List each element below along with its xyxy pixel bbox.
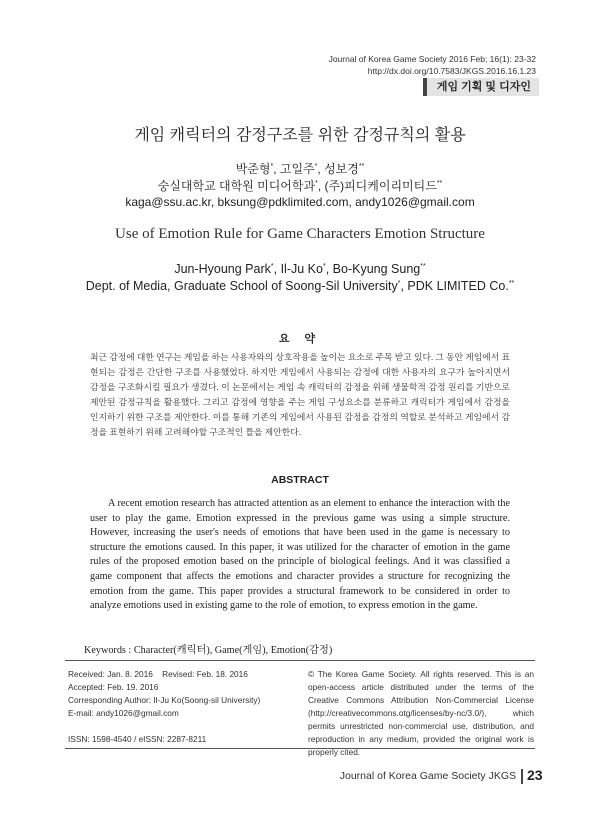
separator: , <box>273 262 281 276</box>
author-name: Bo-Kyung Sung <box>332 262 421 276</box>
author-emails: kaga@ssu.ac.kr, bksung@pdklimited.com, andy1026@gmail.com <box>125 195 475 209</box>
separator: , <box>325 262 333 276</box>
author-name: Il-Ju Ko <box>280 262 323 276</box>
affiliation-name: Dept. of Media, Graduate School of Soong-Sil University <box>85 279 398 293</box>
affiliation-marker: ** <box>436 180 443 187</box>
affiliation-marker: * <box>397 279 401 287</box>
author-name: 박준형 <box>235 162 271 176</box>
section-label: 게임 기획 및 디자인 <box>423 78 539 96</box>
affiliation-name: (주)피디케이리미티드 <box>324 179 437 193</box>
doi-link[interactable]: http://dx.doi.org/10.7583/JKGS.2016.16.1.23 <box>367 66 536 76</box>
separator: , <box>273 162 280 176</box>
author-marker: * <box>322 262 326 270</box>
page-number: 23 <box>527 767 543 783</box>
license-notice: © The Korea Game Society. All rights reserved. This is an open-access article distributed under the terms of the Creative Commons Attribution Non-Commercial License (http://creativecommons.otg/licenses/by-nc/3.0/), which permits unrestricted non-commercial use, distribution, and reproduction in any medium, provided the original work is properly cited. <box>308 669 534 757</box>
author-marker: ** <box>358 163 365 170</box>
separator: , <box>317 179 325 193</box>
affiliation-marker: ** <box>508 279 515 287</box>
separator: , <box>400 279 408 293</box>
author-name: 고일주 <box>279 162 315 176</box>
footer-journal: Journal of Korea Game Society JKGS <box>339 770 516 782</box>
spacer <box>68 720 260 733</box>
authors-korean <box>0 160 600 177</box>
corresponding-author: Corresponding Author: Il-Ju Ko(Soong-sil University) <box>68 695 261 705</box>
metadata-bottom-rule <box>65 748 535 749</box>
author-name: Jun-Hyoung Park <box>174 262 271 276</box>
author-marker: * <box>270 262 274 270</box>
korean-title: 게임 캐릭터의 감정구조를 위한 감정규칙의 활용 <box>134 127 466 144</box>
article-history <box>68 668 260 746</box>
keywords <box>84 641 332 656</box>
author-marker: ** <box>420 262 426 270</box>
revised-date: Revised: Feb. 18. 2016 <box>162 669 248 679</box>
metadata-top-rule <box>65 660 535 661</box>
author-marker: * <box>314 163 318 170</box>
korean-abstract-heading: 요 약 <box>278 333 322 345</box>
keywords-label: Keywords : <box>84 645 132 656</box>
english-abstract-heading: ABSTRACT <box>271 474 329 486</box>
corresponding-email: E-mail: andy1026@gmail.com <box>68 708 179 718</box>
affiliation-marker: * <box>315 180 318 187</box>
keywords-text: Character(캐릭터), Game(게임), Emotion(감정) <box>133 645 333 656</box>
affiliation-name: PDK LIMITED Co. <box>407 279 509 293</box>
received-date: Received: Jan. 8. 2016 <box>68 669 153 679</box>
korean-abstract-body: 최근 감정에 대한 연구는 게임을 하는 사용자와의 상호작용을 높이는 요소로 주목 받고 있다. 그 동안 게임에서 표현되는 감정은 간단한 구조를 사용했었다. 하지만 게임에서 사용되는 감정에 대한 사용자의 요구가 높아지면서 감정을 구조화시킬 필요가 생겼다. 이 논문에서는 게임 속 캐릭터의 감정을 위해 생물학적 감정 원리를 기반으로 제안된 감정규칙을 활용했다. 그리고 감정에 영향을 주는 게임 구성요소를 분류하고 캐릭터가 게임에서 감정을 인지하기 위한 구조를 제안한다. 이를 통해 기존의 게임에서 사용된 감정을 감정의 역할로 분석하고 게임에서 감정을 표현하기 위해 고려해야할 구조적인 틀을 제안한다. <box>90 352 510 437</box>
history-dates <box>68 668 260 681</box>
separator: , <box>317 162 325 176</box>
journal-citation: Journal of Korea Game Society 2016 Feb; 16(1): 23-32 <box>328 54 536 64</box>
author-marker: * <box>270 163 274 170</box>
affiliation-name: 숭실대학교 대학원 미디어학과 <box>157 179 316 193</box>
author-name: 성보경 <box>324 162 359 176</box>
english-title: Use of Emotion Rule for Game Characters Emotion Structure <box>115 226 485 242</box>
footer-divider <box>521 769 523 784</box>
affiliation-korean <box>0 177 600 194</box>
affiliation-english <box>0 279 600 293</box>
issn: ISSN: 1598-4540 / eISSN: 2287-8211 <box>68 734 207 744</box>
accepted-date: Accepted: Feb. 19. 2016 <box>68 682 159 692</box>
english-abstract-body: A recent emotion research has attracted attention as an element to enhance the interaction with the user to play the game. Emotion expressed in the previous game was using a simple structure. However, increasing the user's needs of emotions that have been used in the game is necessary to structure the emotions caused. In this paper, it was utilized for the character of emotion in the game rules of the proposed emotion based on the principle of biological feelings. And it was classified a game component that affects the emotions and character provides a structure for recognizing the emotion from the game. This paper provides a structural framework to be considered in order to analyze emotions used in existing game to the role of emotion, to express emotion in the game. <box>90 498 510 612</box>
authors-english <box>0 262 600 276</box>
